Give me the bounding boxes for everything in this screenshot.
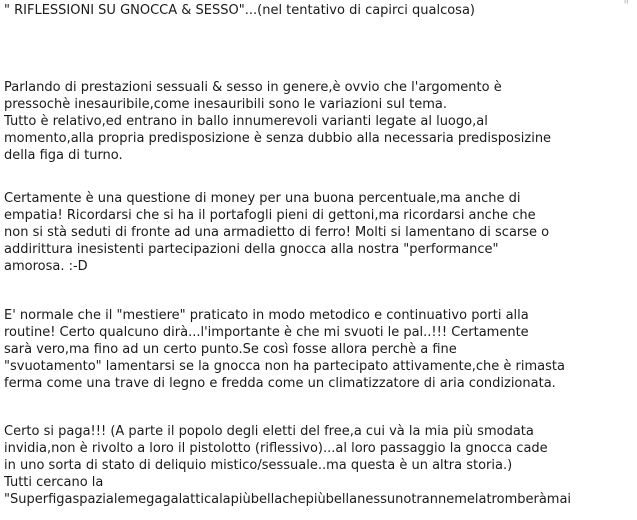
corner-quote-mark: " [623,0,629,12]
paragraph-line: "Superfigaspazialemegagalatticalapiùbellachepiùbellanessunotrannemelatromberàmai [4,492,572,507]
paragraph-line: Parlando di prestazioni sessuali & sesso in genere,è ovvio che l'argomento è [4,80,502,95]
paragraph-line: empatia! Ricordarsi che si ha il portafogli pieni di gettoni,ma ricordarsi anche che [4,208,536,223]
paragraph-line: pressochè inesauribile,come inesauribili sono le variazioni sul tema. [4,97,447,112]
document-title: " RIFLESSIONI SU GNOCCA & SESSO"...(nel tentativo di capirci qualcosa) [4,3,475,18]
paragraph-line: ferma come una trave di legno e fredda come un climatizzatore di aria condizionata. [4,376,556,391]
paragraph-1 [4,79,637,164]
paragraph-line: Tutti cercano la [4,475,104,490]
paragraph-line: "svuotamento" lamentarsi se la gnocca non ha partecipato attivamente,che è rimasta [4,359,565,374]
paragraph-line: E' normale che il "mestiere" praticato in modo metodico e continuativo porti alla [4,308,529,323]
paragraph-3 [4,307,637,392]
paragraph-line: in uno sorta di stato di deliquio mistico/sessuale..ma questa è un altra storia.) [4,458,513,473]
paragraph-line: non si stà seduti di fronte ad una armadietto di ferro! Molti si lamentano di scarse o [4,225,550,240]
paragraph-line: della figa di turno. [4,148,123,163]
paragraph-line: addirittura inesistenti partecipazioni della gnocca alla nostra "performance" [4,242,499,257]
paragraph-line: routine! Certo qualcuno dirà...l'importante è che mi svuoti le pal..!!! Certamente [4,325,529,340]
paragraph-line: Certo si paga!!! (A parte il popolo degli eletti del free,a cui và la mia più smodata [4,424,534,439]
paragraph-line: momento,alla propria predisposizione è senza dubbio alla necessaria predisposizine [4,131,552,146]
paragraph-line: invidia,non è rivolto a loro il pistolotto (riflessivo)...al loro passaggio la gnocca cade [4,441,548,456]
paragraph-line: amorosa. :-D [4,259,88,274]
paragraph-line: Certamente è una questione di money per una buona percentuale,ma anche di [4,191,521,206]
paragraph-2 [4,190,637,275]
paragraph-4 [4,423,637,508]
paragraph-line: sarà vero,ma fino ad un certo punto.Se così fosse allora perchè a fine [4,342,457,357]
paragraph-line: Tutto è relativo,ed entrano in ballo innumerevoli varianti legate al luogo,al [4,114,488,129]
